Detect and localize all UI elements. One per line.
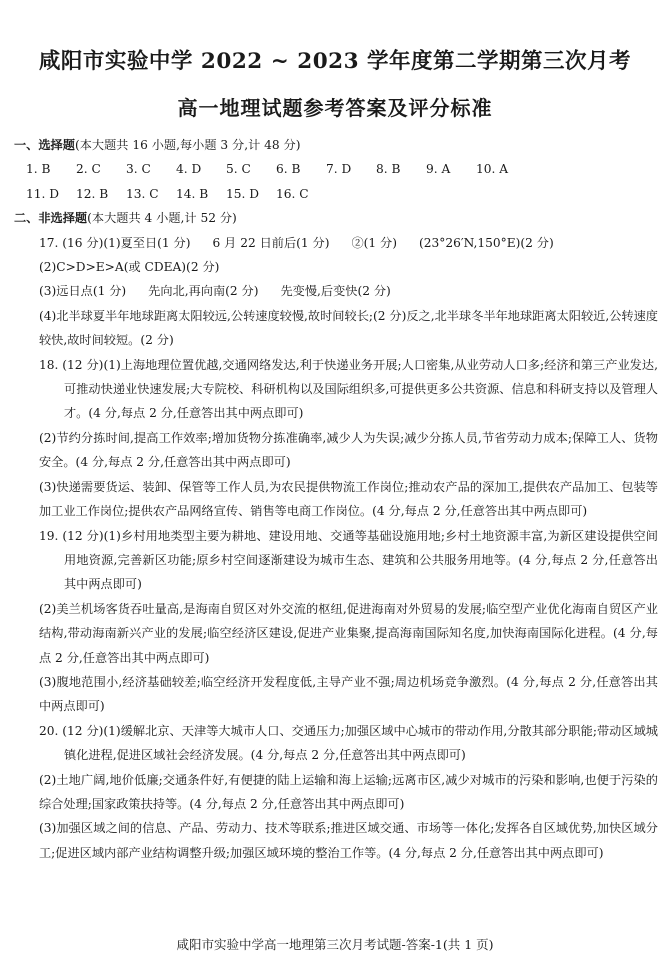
mc-answer: 14. B bbox=[176, 186, 209, 201]
q19-part3: (3)腹地范围小,经济基础较差;临空经济开发程度低,主导产业不强;周边机场竞争激烈。(4 分,每点 2 分,任意答出其中两点即可) bbox=[39, 674, 658, 714]
q17-part1-b: 6 月 22 日前后(1 分) bbox=[212, 235, 330, 250]
q20-part3: (3)加强区域之间的信息、产品、劳动力、技术等联系;推进区域交通、市场等一体化;发挥各自区域优势,加快区域分工;促进区域内部产业结构调整升级;加强区域环境的整治工作等。(4 分,每点 2 分,任意答出其中两点即可) bbox=[39, 821, 658, 860]
q19-part1: 19. (12 分)(1)乡村用地类型主要为耕地、建设用地、交通等基础设施用地;乡村土地资源丰富,为新区建设提供空间用地资源,完善新区功能;原乡村空间逐渐建设为城市生态、建筑和公共服务用地等。(4 分,每点 2 分,任意答出其中两点即可) bbox=[39, 528, 658, 592]
section1-label: 一、选择题 bbox=[14, 138, 75, 152]
q18-part2: (2)节约分拣时间,提高工作效率;增加货物分拣准确率,减少人为失误;减少分拣人员,节省劳动力成本;保障工人、货物安全。(4 分,每点 2 分,任意答出其中两点即可) bbox=[39, 430, 658, 470]
q20-part1: 20. (12 分)(1)缓解北京、天津等大城市人口、交通压力;加强区域中心城市的带动作用,分散其部分职能;带动区域城镇化进程,促进区域社会经济发展。(4 分,每点 2 分,任意答出其中两点即可) bbox=[39, 723, 658, 763]
q19-part2: (2)美兰机场客货吞吐量高,是海南自贸区对外交流的枢纽,促进海南对外贸易的发展;临空型产业优化海南自贸区产业结构,带动海南新兴产业的发展;临空经济区建设,促进产业集聚,提高海南国际知名度,加快海南国际化进程。(4 分,每点 2 分,任意答出其中两点即可) bbox=[39, 601, 658, 665]
mc-answer-row-2 bbox=[14, 182, 658, 206]
mc-answer: 7. D bbox=[326, 162, 352, 177]
mc-answer: 3. C bbox=[126, 162, 151, 177]
q17-part3-b: 先向北,再向南(2 分) bbox=[148, 284, 259, 299]
mc-answer: 11. D bbox=[26, 186, 60, 201]
mc-answer: 10. A bbox=[476, 162, 509, 177]
q17-part3-c: 先变慢,后变快(2 分) bbox=[280, 284, 391, 299]
mc-answer: 9. A bbox=[426, 162, 451, 177]
q17-part3 bbox=[39, 279, 658, 303]
section2-heading bbox=[14, 206, 658, 230]
mc-answer: 1. B bbox=[26, 162, 51, 177]
mc-answer-row-1 bbox=[14, 157, 658, 181]
exam-title: 咸阳市实验中学 2022 ~ 2023 学年度第二学期第三次月考 bbox=[38, 49, 632, 74]
section1-note: (本大题共 16 小题,每小题 3 分,计 48 分) bbox=[74, 138, 301, 152]
question-18 bbox=[14, 353, 658, 524]
mc-answer: 15. D bbox=[226, 186, 260, 201]
section2-label: 二、非选择题 bbox=[14, 211, 88, 226]
mc-answer: 6. B bbox=[276, 162, 301, 177]
q20-part2: (2)土地广阔,地价低廉;交通条件好,有便捷的陆上运输和海上运输;远离市区,减少对城市的污染和影响,也便于污染的综合处理;国家政策扶持等。(4 分,每点 2 分,任意答出其中两点即可) bbox=[39, 772, 658, 811]
question-20 bbox=[14, 719, 658, 865]
question-17 bbox=[14, 231, 658, 353]
section1-heading bbox=[14, 133, 658, 157]
section2-note: (本大题共 4 小题,计 52 分) bbox=[87, 211, 237, 226]
mc-answer: 12. B bbox=[76, 186, 109, 201]
mc-answer: 2. C bbox=[76, 162, 101, 177]
mc-answer: 13. C bbox=[126, 186, 159, 201]
q18-part3: (3)快递需要货运、装卸、保管等工作人员,为农民提供物流工作岗位;推动农产品的深加工,提供农产品加工、包装等加工业工作岗位;提供农产品网络宣传、销售等电商工作岗位。(4 分,每点 2 分,任意答出其中两点即可) bbox=[39, 479, 658, 519]
mc-answer: 4. D bbox=[176, 162, 202, 177]
mc-answer: 16. C bbox=[276, 186, 309, 201]
q17-part1 bbox=[39, 231, 658, 255]
q17-part1-d: (23°26′N,150°E)(2 分) bbox=[418, 235, 554, 250]
page-footer: 咸阳市实验中学高一地理第三次月考试题-答案-1(共 1 页) bbox=[176, 937, 494, 952]
q17-part1-a: 17. (16 分)(1)夏至日(1 分) bbox=[39, 235, 191, 250]
answer-content bbox=[14, 133, 658, 865]
q17-part2: (2)C>D>E>A(或 CDEA)(2 分) bbox=[39, 260, 220, 275]
mc-answer: 5. C bbox=[226, 162, 251, 177]
q18-part1: 18. (12 分)(1)上海地理位置优越,交通网络发达,利于快递业务开展;人口密集,从业劳动人口多;经济和第三产业发达,可推动快递业快速发展;大专院校、科研机构以及国际组织多,可提供更多公共资源、信息和科研支持以及管理人才。(4 分,每点 2 分,任意答出其中两点即可) bbox=[39, 357, 658, 421]
question-19 bbox=[14, 524, 658, 719]
mc-answer: 8. B bbox=[376, 162, 401, 177]
q17-part1-c: ②(1 分) bbox=[351, 235, 397, 250]
q17-part3-a: (3)远日点(1 分) bbox=[39, 284, 127, 299]
q17-part4: (4)北半球夏半年地球距离太阳较远,公转速度较慢,故时间较长;(2 分)反之,北半球冬半年地球距离太阳较近,公转速度较快,故时间较短。(2 分) bbox=[39, 308, 658, 348]
answer-key-title: 高一地理试题参考答案及评分标准 bbox=[177, 96, 493, 120]
